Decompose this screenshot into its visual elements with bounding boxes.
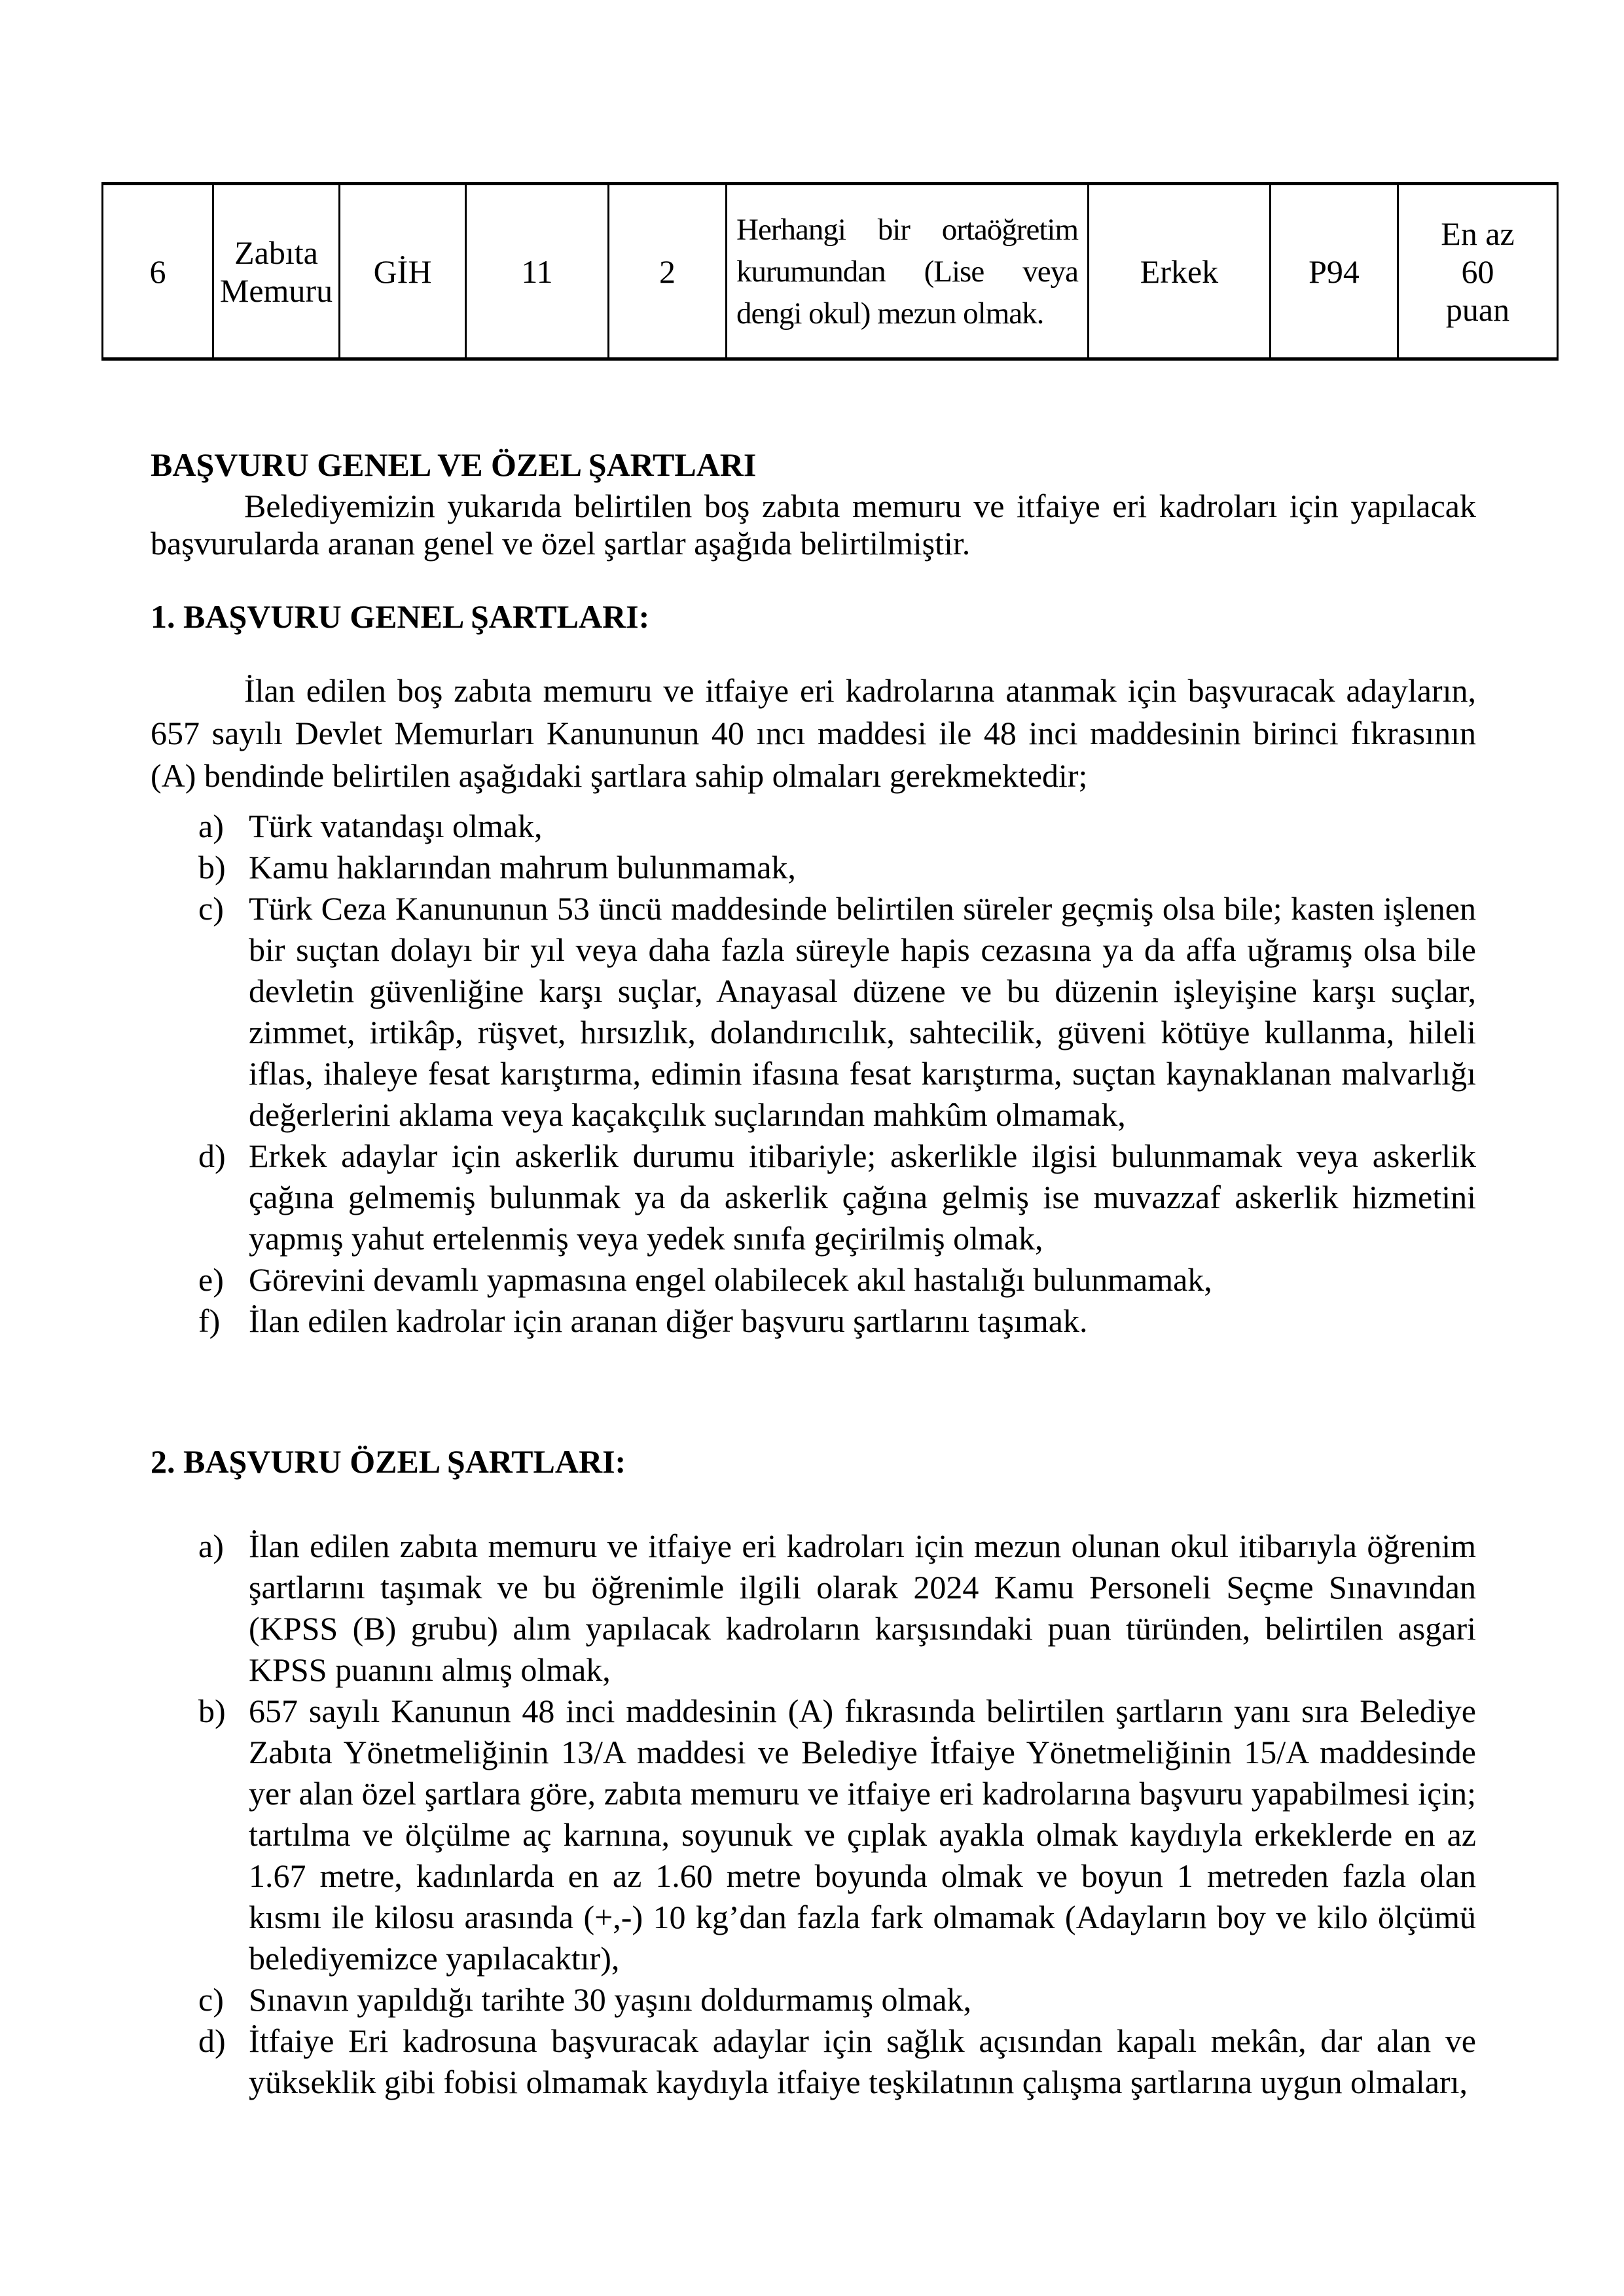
item-marker: c) bbox=[198, 890, 224, 927]
list-item bbox=[151, 1526, 1476, 1691]
item-text: Sınavın yapıldığı tarihte 30 yaşını doldurmamış olmak, bbox=[249, 1981, 972, 2018]
vacancy-count-cell: 2 bbox=[609, 184, 727, 359]
item-marker: b) bbox=[198, 849, 226, 886]
item-marker: a) bbox=[198, 1528, 224, 1564]
item-text: 657 sayılı Kanunun 48 inci maddesinin (A) fıkrasında belirtilen şartların yanı sıra Belediye Zabıta Yönetmeliğinin 13/A maddesi ve Belediye İtfaiye Yönetmeliğinin 15/A maddesinde yer alan özel şartlara göre, zabıta memuru ve itfaiye eri kadrolarına başvuru yapabilmesi için; tartılma ve ölçülme aç karnına, soyunuk ve çıplak ayakla olmak kaydıyla erkeklerde en az 1.67 metre, kadınlarda en az 1.60 metre boyunda olmak ve boyun 1 metreden fazla olan kısmı ile kilosu arasında (+,-) 10 kg’dan fazla fark olmamak (Adayların boy ve kilo ölçümü belediyemizce yapılacaktır), bbox=[249, 1693, 1476, 1977]
main-heading: BAŞVURU GENEL VE ÖZEL ŞARTLARI bbox=[151, 446, 757, 483]
row-number-cell: 6 bbox=[103, 184, 213, 359]
gender-cell: Erkek bbox=[1089, 184, 1271, 359]
class-cell: GİH bbox=[340, 184, 466, 359]
list-item bbox=[151, 1300, 1476, 1342]
item-text: Türk Ceza Kanununun 53 üncü maddesinde belirtilen süreler geçmiş olsa bile; kasten işlenen bir suçtan dolayı bir yıl veya daha fazla süreyle hapis cezasına ya da affa uğramış olsa bile devletin güvenliğine karşı suçlar, Anayasal düzene ve bu düzenin işleyişine karşı suçlar, zimmet, irtikâp, rüşvet, hırsızlık, dolandırıcılık, sahtecilik, güveni kötüye kullanma, hileli iflas, ihaleye fesat karıştırma, edimin ifasına fesat karıştırma, suçtan kaynaklanan malvarlığı değerlerini aklama veya kaçakçılık suçlarından mahkûm olmamak, bbox=[249, 890, 1476, 1133]
list-item bbox=[151, 2020, 1476, 2103]
item-marker: b) bbox=[198, 1693, 226, 1729]
position-title-cell: Zabıta Memuru bbox=[213, 184, 340, 359]
list-item bbox=[151, 1691, 1476, 1979]
list-item bbox=[151, 888, 1476, 1136]
list-item bbox=[151, 1979, 1476, 2020]
item-marker: a) bbox=[198, 808, 224, 844]
table-row bbox=[103, 184, 1558, 359]
item-text: Görevini devamlı yapmasına engel olabilecek akıl hastalığı bulunmamak, bbox=[249, 1261, 1212, 1298]
score-type-cell: P94 bbox=[1271, 184, 1398, 359]
list-item bbox=[151, 1136, 1476, 1259]
list-item bbox=[151, 1259, 1476, 1300]
education-requirement-cell: Herhangi bir ortaöğretim kurumundan (Lise veya dengi okul) mezun olmak. bbox=[727, 184, 1089, 359]
item-marker: f) bbox=[198, 1302, 221, 1339]
item-text: Erkek adaylar için askerlik durumu itibariyle; askerlikle ilgisi bulunmamak veya askerlik çağına gelmemiş bulunmak ya da askerlik çağına gelmiş ise muvazzaf askerlik hizmetini yapmış yahut ertelenmiş veya yedek sınıfa geçirilmiş olmak, bbox=[249, 1138, 1476, 1257]
grade-cell: 11 bbox=[466, 184, 609, 359]
general-conditions-intro: İlan edilen boş zabıta memuru ve itfaiye eri kadrolarına atanmak için başvuracak adayların, 657 sayılı Devlet Memurları Kanununun 40 ıncı maddesi ile 48 inci maddesinin birinci fıkrasının (A) bendinde belirtilen aşağıdaki şartlara sahip olmaları gerekmektedir; bbox=[151, 672, 1476, 794]
special-conditions-heading: 2. BAŞVURU ÖZEL ŞARTLARI: bbox=[151, 1443, 626, 1480]
positions-table bbox=[101, 182, 1559, 361]
item-marker: c) bbox=[198, 1981, 224, 2018]
item-text: İlan edilen kadrolar için aranan diğer başvuru şartlarını taşımak. bbox=[249, 1302, 1088, 1339]
general-conditions-heading: 1. BAŞVURU GENEL ŞARTLARI: bbox=[151, 598, 650, 635]
item-text: Kamu haklarından mahrum bulunmamak, bbox=[249, 849, 796, 886]
item-marker: d) bbox=[198, 2022, 226, 2059]
general-conditions-list bbox=[151, 806, 1476, 1342]
special-conditions-list bbox=[151, 1526, 1476, 2103]
item-text: İtfaiye Eri kadrosuna başvuracak adaylar için sağlık açısından kapalı mekân, dar alan ve yükseklik gibi fobisi olmamak kaydıyla itfaiye teşkilatının çalışma şartlarına uygun olmaları, bbox=[249, 2022, 1476, 2100]
item-marker: d) bbox=[198, 1138, 226, 1174]
list-item bbox=[151, 847, 1476, 888]
item-marker: e) bbox=[198, 1261, 224, 1298]
min-score-cell: En az 60 puan bbox=[1398, 184, 1558, 359]
item-text: İlan edilen zabıta memuru ve itfaiye eri kadroları için mezun olunan okul itibarıyla öğrenim şartlarını taşımak ve bu öğrenimle ilgili olarak 2024 Kamu Personeli Seçme Sınavından (KPSS (B) grubu) alım yapılacak kadroların karşısındaki puan türünden, belirtilen asgari KPSS puanını almış olmak, bbox=[249, 1528, 1476, 1688]
list-item bbox=[151, 806, 1476, 847]
item-text: Türk vatandaşı olmak, bbox=[249, 808, 543, 844]
intro-paragraph: Belediyemizin yukarıda belirtilen boş zabıta memuru ve itfaiye eri kadroları için yapılacak başvurularda aranan genel ve özel şartlar aşağıda belirtilmiştir. bbox=[151, 488, 1476, 562]
